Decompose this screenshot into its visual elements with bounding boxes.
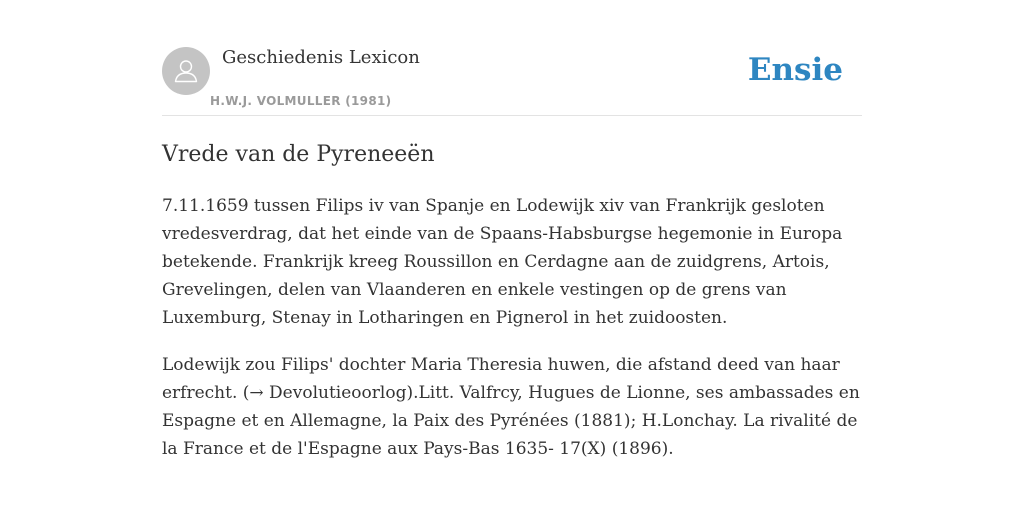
paragraph	[162, 351, 862, 463]
paragraph-line: Grevelingen, delen van Vlaanderen en enkele vestingen op de grens van	[162, 280, 787, 300]
avatar[interactable]	[162, 47, 210, 95]
paragraph-line: betekende. Frankrijk kreeg Roussillon en Cerdagne aan de zuidgrens, Artois,	[162, 252, 830, 272]
entry-body	[162, 192, 862, 463]
entry-header	[162, 0, 862, 116]
entry-card	[162, 0, 862, 459]
entry-title: Vrede van de Pyreneeën	[162, 142, 435, 167]
source-author: H.W.J. VOLMULLER (1981)	[210, 94, 392, 108]
source-title[interactable]: Geschiedenis Lexicon	[222, 47, 420, 68]
brand-logo[interactable]: Ensie	[747, 52, 843, 88]
paragraph-line: Espagne et en Allemagne, la Paix des Pyrénées (1881); H.Lonchay. La rivalité de	[162, 411, 858, 431]
paragraph-line: Luxemburg, Stenay in Lotharingen en Pignerol in het zuidoosten.	[162, 308, 728, 328]
paragraph-line: erfrecht. (→ Devolutieoorlog).Litt. Valfrcy, Hugues de Lionne, ses ambassades en	[162, 383, 860, 403]
paragraph-line: Lodewijk zou Filips' dochter Maria Theresia huwen, die afstand deed van haar	[162, 355, 840, 375]
paragraph-line: 7.11.1659 tussen Filips iv van Spanje en Lodewijk xiv van Frankrijk gesloten	[162, 196, 825, 216]
user-icon	[171, 56, 201, 86]
paragraph	[162, 192, 862, 332]
paragraph-line: la France et de l'Espagne aux Pays-Bas 1635- 17(X) (1896).	[162, 439, 674, 459]
paragraph-line: vredesverdrag, dat het einde van de Spaans-Habsburgse hegemonie in Europa	[162, 224, 843, 244]
